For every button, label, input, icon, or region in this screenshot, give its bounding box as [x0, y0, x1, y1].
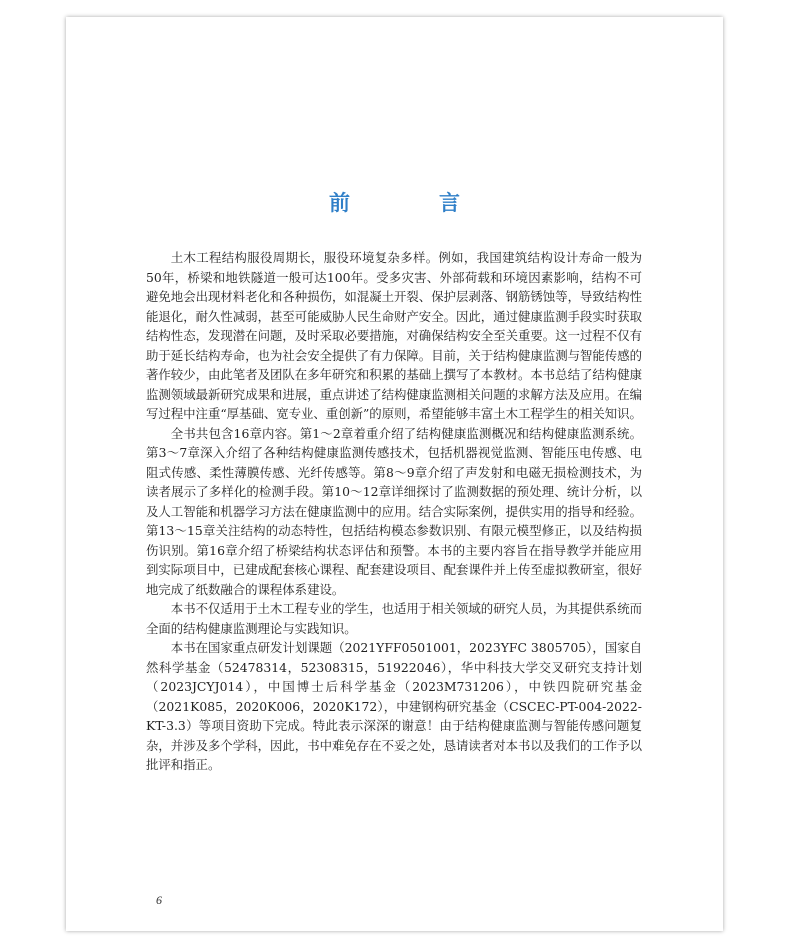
paragraph-contents: 全书共包含16章内容。第1～2章着重介绍了结构健康监测概况和结构健康监测系统。第3～7章深入介绍了各种结构健康监测传感技术，包括机器视觉监测、智能压电传感、电阻式传感、柔性薄膜传感、光纤传感等。第8～9章介绍了声发射和电磁无损检测技术，为读者展示了多样化的检测手段。第10～12章详细探讨了监测数据的预处理、统计分析，以及人工智能和机器学习方法在健康监测中的应用。结合实际案例，提供实用的指导和经验。第13～15章关注结构的动态特性，包括结构模态参数识别、有限元模型修正，以及结构损伤识别。第16章介绍了桥梁结构状态评估和预警。本书的主要内容旨在指导教学并能应用到实际项目中，已建成配套核心课程、配套建设项目、配套课件并上传至虚拟教研室，很好地完成了纸数融合的课程体系建设。 — [146, 425, 642, 597]
paragraph-acknowledgements: 本书在国家重点研发计划课题（2021YFF0501001，2023YFC 3805705），国家自然科学基金（52478314，52308315，51922046），华中科技大学交叉研究支持计划（2023JCYJ014），中国博士后科学基金（2023M731206），中铁四院研究基金（2021K085，2020K006，2020K172），中建钢构研究基金（CSCEC-PT-004-2022-KT-3.3）等项目资助下完成。特此表示深深的谢意！由于结构健康监测与智能传感问题复杂，并涉及多个学科，因此，书中难免存在不妥之处，恳请读者对本书以及我们的工作予以批评和指正。 — [146, 640, 642, 772]
paragraph-audience: 本书不仅适用于土木工程专业的学生，也适用于相关领域的研究人员，为其提供系统而全面的结构健康监测理论与实践知识。 — [146, 601, 642, 636]
preface-title: 前 言 — [329, 190, 494, 215]
paragraph-background: 土木工程结构服役周期长，服役环境复杂多样。例如，我国建筑结构设计寿命一般为50年，桥梁和地铁隧道一般可达100年。受多灾害、外部荷载和环境因素影响，结构不可避免地会出现材料老化和各种损伤，如混凝土开裂、保护层剥落、钢筋锈蚀等，导致结构性能退化，耐久性减弱，甚至可能威胁人民生命财产安全。因此，通过健康监测手段实时获取结构性态，发现潜在问题，及时采取必要措施，对确保结构安全至关重要。这一过程不仅有助于延长结构寿命，也为社会安全提供了有力保障。目前，关于结构健康监测与智能传感的著作较少，由此笔者及团队在多年研究和积累的基础上撰写了本教材。本书总结了结构健康监测领域最新研究成果和进展，重点讲述了结构健康监测相关问题的求解方法及应用。在编写过程中注重“厚基础、宽专业、重创新”的原则，希望能够丰富土木工程学生的相关知识。 — [146, 250, 642, 421]
book-page — [66, 17, 723, 931]
preface-body — [146, 248, 642, 775]
page-number: 6 — [156, 893, 162, 907]
